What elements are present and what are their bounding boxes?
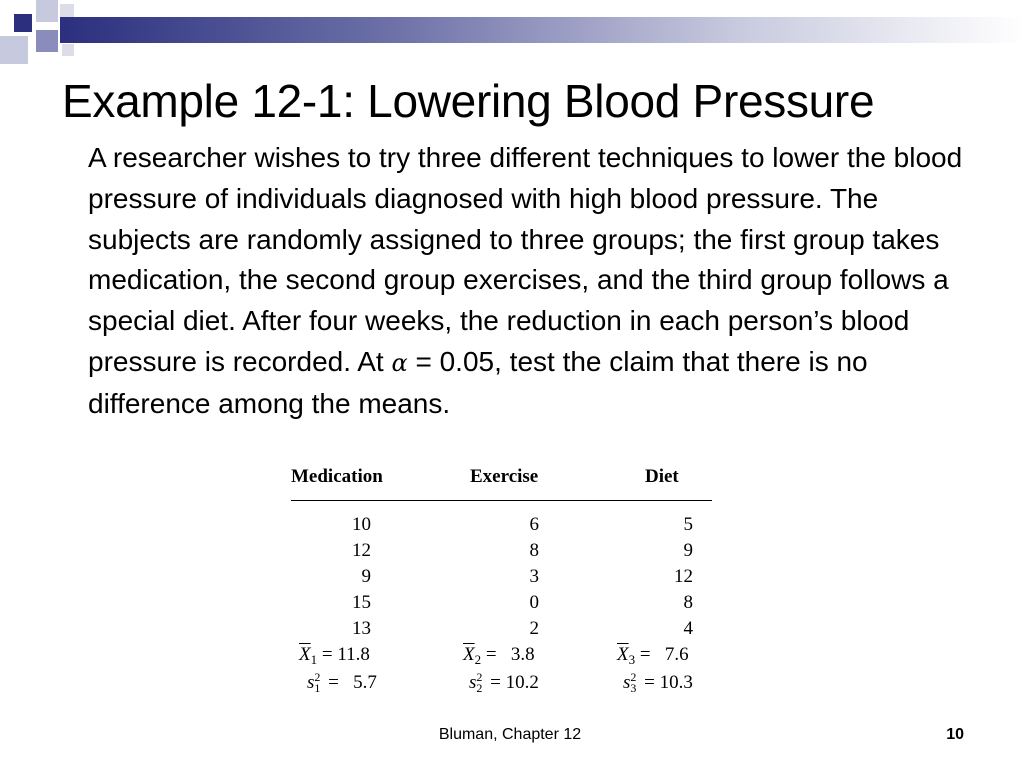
diet-value: 5	[683, 514, 693, 535]
deco-square-light	[36, 0, 58, 22]
medication-value: 10	[352, 514, 371, 535]
problem-text-part2: = 0.05, test the claim that there is no difference among the means.	[88, 345, 868, 419]
variance-exercise: s 2 2 = 10.2	[469, 670, 539, 695]
diet-value: 4	[683, 618, 693, 639]
exercise-value: 0	[529, 592, 539, 613]
variance-value: 5.7	[353, 672, 377, 693]
mean-value: 7.6	[664, 644, 689, 665]
slide-title: Example 12-1: Lowering Blood Pressure	[62, 75, 875, 127]
header-diet: Diet	[645, 466, 679, 487]
header-medication: Medication	[291, 466, 383, 487]
mean-value: 3.8	[510, 644, 535, 665]
problem-text-part1: A researcher wishes to try three different techniques to lower the blood pressure of individuals diagnosed with high blood pressure. The subjects are randomly assigned to three groups; the first group takes medication, the second group exercises, and the third group follows a special diet. After four weeks, the reduction in each person’s blood pressure is recorded. At	[88, 142, 963, 377]
medication-value: 9	[361, 566, 371, 587]
mean-exercise: $\overline{X}_2$ = 3.8	[463, 644, 535, 667]
problem-statement	[88, 138, 988, 425]
page-number: 10	[946, 726, 964, 743]
title-gradient-bar	[60, 17, 1024, 43]
mean-medication: $\overline{X}_1 = 11.8$	[299, 644, 370, 667]
header-exercise: Exercise	[470, 466, 539, 487]
deco-square-light-2	[60, 4, 74, 18]
variance-diet: s 2 3 = 10.3	[623, 670, 693, 695]
deco-square-light-3	[62, 44, 74, 56]
slide-footer: Bluman, Chapter 12	[438, 726, 582, 743]
exercise-value: 3	[529, 566, 539, 587]
header-rule	[291, 500, 712, 501]
variance-value: 10.2	[505, 672, 539, 693]
medication-value: 13	[352, 618, 371, 639]
mean-diet: $\overline{X}_3$ = 7.6	[617, 644, 689, 667]
exercise-value: 2	[529, 618, 539, 639]
mean-value: 11.8	[337, 644, 370, 665]
deco-square-mid-2	[36, 30, 58, 52]
variance-medication: s 2 1 = 5.7	[307, 670, 377, 695]
exercise-value: 8	[529, 540, 539, 561]
exercise-value: 6	[529, 514, 539, 535]
diet-value: 8	[683, 592, 693, 613]
deco-square-mid	[0, 36, 28, 64]
variance-value: 10.3	[659, 672, 693, 693]
diet-value: 9	[683, 540, 693, 561]
medication-value: 15	[352, 592, 371, 613]
alpha-symbol: α	[391, 348, 408, 377]
medication-value: 12	[352, 540, 371, 561]
deco-square-dark	[14, 14, 32, 32]
diet-value: 12	[674, 566, 693, 587]
